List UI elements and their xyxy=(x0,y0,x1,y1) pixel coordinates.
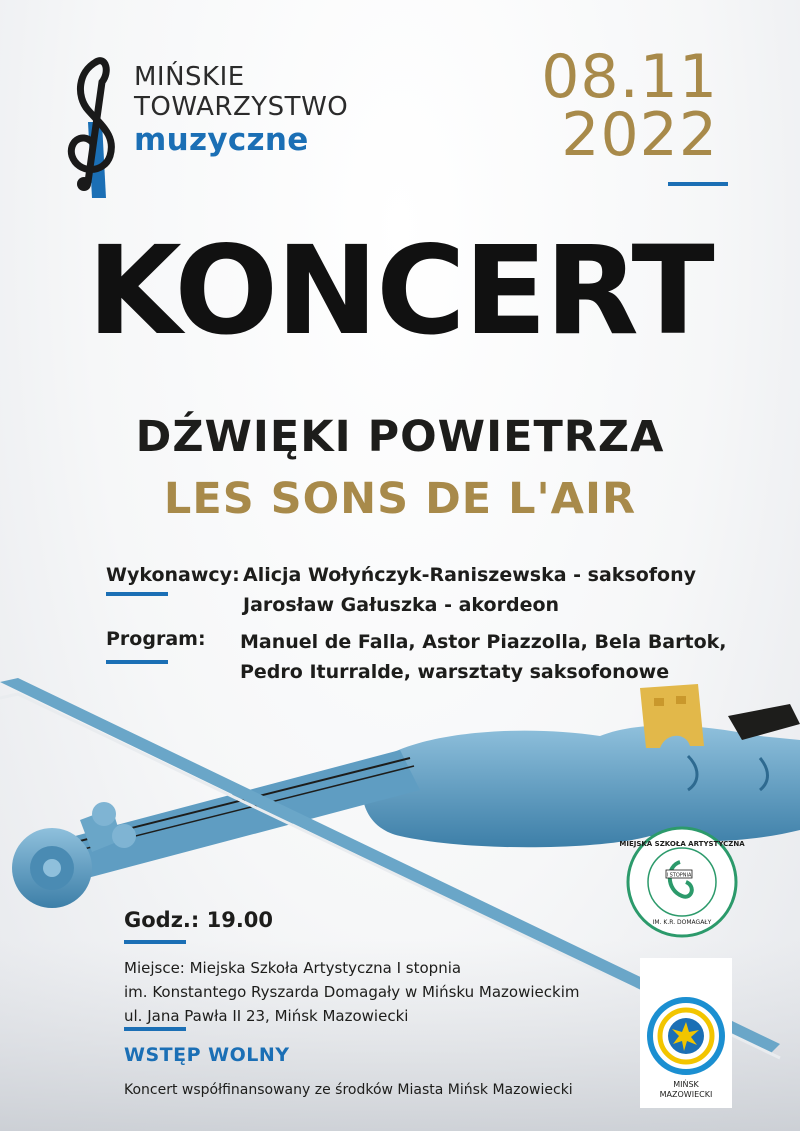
city-crest-logo xyxy=(644,994,728,1078)
hours-underline xyxy=(124,940,186,944)
performers-label: Wykonawcy: xyxy=(106,564,240,586)
subtitle-polish: DŹWIĘKI POWIETRZA xyxy=(135,412,665,462)
performer-1: Alicja Wołyńczyk-Raniszewska - saksofony xyxy=(243,564,697,586)
venue-line-2: im. Konstantego Ryszarda Domagały w Mińsku Mazowieckim xyxy=(124,983,580,1001)
program-label: Program: xyxy=(106,628,206,650)
venue-info xyxy=(124,956,580,1028)
venue-line-1: Miejsce: Miejska Szkoła Artystyczna I stopnia xyxy=(124,959,462,977)
organizer-line2: TOWARZYSTWO xyxy=(134,92,349,122)
organizer-line1: MIŃSKIE xyxy=(134,62,245,92)
city-crest-caption xyxy=(640,1080,732,1100)
organizer-line3: muzyczne xyxy=(134,122,309,158)
venue-line-3: ul. Jana Pawła II 23, Mińsk Mazowiecki xyxy=(124,1007,409,1025)
subtitle-french: LES SONS DE L'AIR xyxy=(163,474,637,524)
badge-grade: I STOPNIA xyxy=(666,872,692,879)
city-crest-line1: MIŃSK xyxy=(673,1080,699,1089)
performers-underline xyxy=(106,592,168,596)
program-line-1: Manuel de Falla, Astor Piazzolla, Bela Bartok, xyxy=(240,631,727,653)
city-crest-line2: MAZOWIECKI xyxy=(659,1090,713,1099)
program-line-2: Pedro Iturralde, warsztaty saksofonowe xyxy=(240,661,670,683)
treble-clef-icon xyxy=(58,52,124,202)
event-hours: Godz.: 19.00 xyxy=(124,908,274,932)
date-underline xyxy=(668,182,728,186)
organizer-logo-text xyxy=(134,62,348,158)
date-year: 2022 xyxy=(561,100,718,170)
funding-note: Koncert współfinansowany ze środków Miasta Mińsk Mazowiecki xyxy=(124,1082,573,1098)
poster-title: KONCERT xyxy=(87,220,713,362)
admission-free: WSTĘP WOLNY xyxy=(124,1044,290,1066)
school-badge-logo xyxy=(619,826,745,938)
event-date xyxy=(541,42,718,170)
performer-2: Jarosław Gałuszka - akordeon xyxy=(243,594,560,616)
date-day-month: 08.11 xyxy=(541,42,718,112)
badge-arc-text: MIEJSKA SZKOŁA ARTYSTYCZNA xyxy=(619,840,745,848)
venue-underline xyxy=(124,1027,186,1031)
badge-patron: IM. K.R. DOMAGAŁY xyxy=(652,919,712,926)
